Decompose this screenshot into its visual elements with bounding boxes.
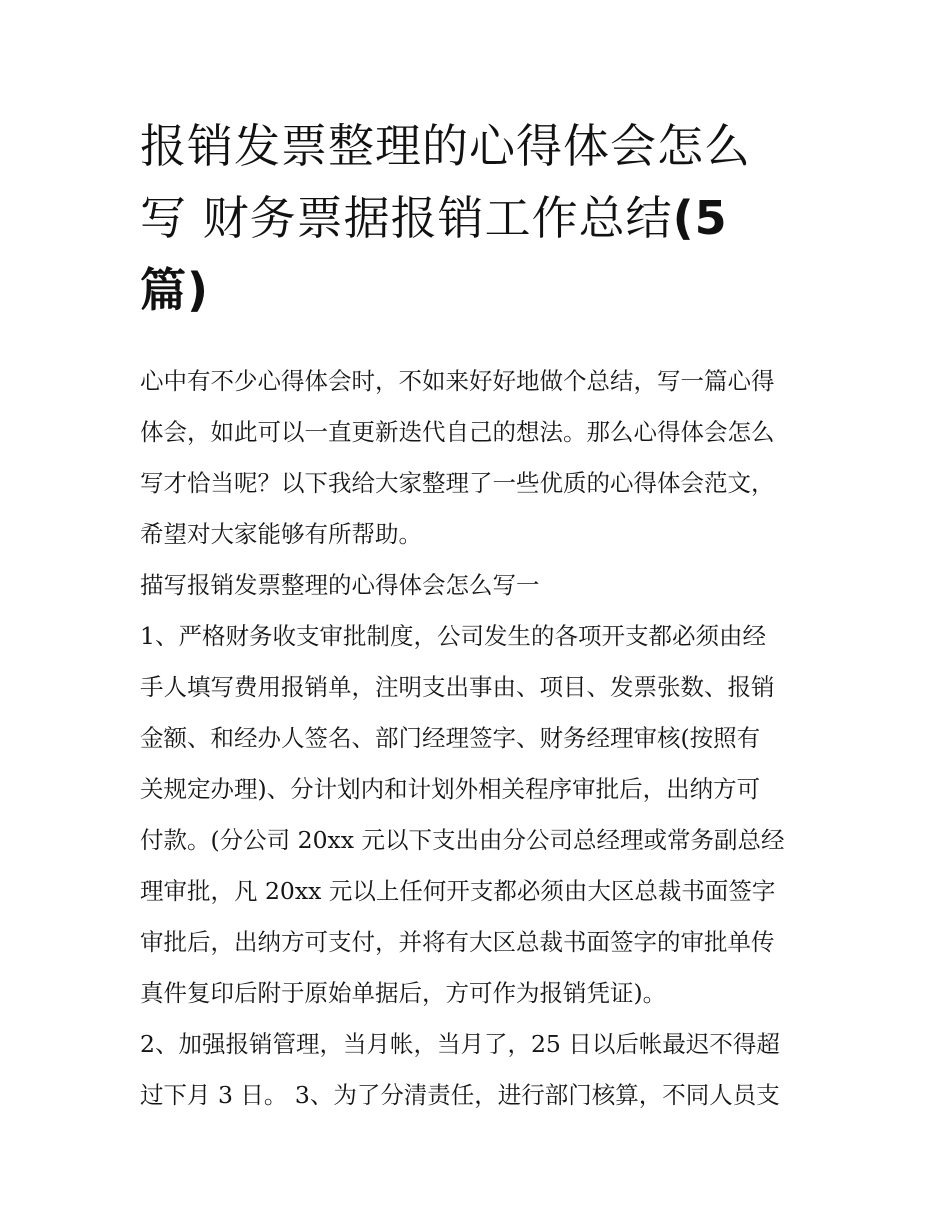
text-line: 金额、和经办人签名、部门经理签字、财务经理审核(按照有 xyxy=(140,724,761,752)
text-line: 真件复印后附于原始单据后，方可作为报销凭证)。 xyxy=(140,979,667,1007)
title-line-text: 写 财务票据报销工作总结 xyxy=(140,191,673,245)
text-line: 理审批，凡 20xx 元以上任何开支都必须由大区总裁书面签字 xyxy=(140,877,776,905)
text-line: 审批后，出纳方可支付，并将有大区总裁书面签字的审批单传 xyxy=(140,928,775,956)
text-line: 心中有不少心得体会时，不如来好好地做个总结，写一篇心得 xyxy=(140,367,775,395)
text-line: 体会，如此可以一直更新迭代自己的想法。那么心得体会怎么 xyxy=(140,418,775,446)
item-paragraph-2 xyxy=(140,1019,820,1121)
text-line: 描写报销发票整理的心得体会怎么写一 xyxy=(140,571,540,599)
title-line xyxy=(140,182,820,254)
document-title xyxy=(140,110,820,326)
text-line: 写才恰当呢？以下我给大家整理了一些优质的心得体会范文， xyxy=(140,469,775,497)
title-line: 篇) xyxy=(140,263,210,317)
text-line: 1、严格财务收支审批制度，公司发生的各项开支都必须由经 xyxy=(140,622,766,650)
document-content xyxy=(140,110,820,1121)
text-line: 过下月 3 日。 3、为了分清责任，进行部门核算，不同人员支 xyxy=(140,1081,780,1109)
section-heading xyxy=(140,560,820,611)
title-line-bold: (5 xyxy=(672,191,728,245)
text-line: 手人填写费用报销单，注明支出事由、项目、发票张数、报销 xyxy=(140,673,775,701)
text-line: 希望对大家能够有所帮助。 xyxy=(140,520,422,548)
item-paragraph-1 xyxy=(140,611,820,1019)
title-line: 报销发票整理的心得体会怎么 xyxy=(140,119,751,173)
intro-paragraph xyxy=(140,356,820,560)
text-line: 2、加强报销管理，当月帐，当月了，25 日以后帐最迟不得超 xyxy=(140,1030,780,1058)
text-line: 付款。(分公司 20xx 元以下支出由分公司总经理或常务副总经 xyxy=(140,826,785,854)
document-body xyxy=(140,356,820,1121)
text-line: 关规定办理)、分计划内和计划外相关程序审批后，出纳方可 xyxy=(140,775,761,803)
